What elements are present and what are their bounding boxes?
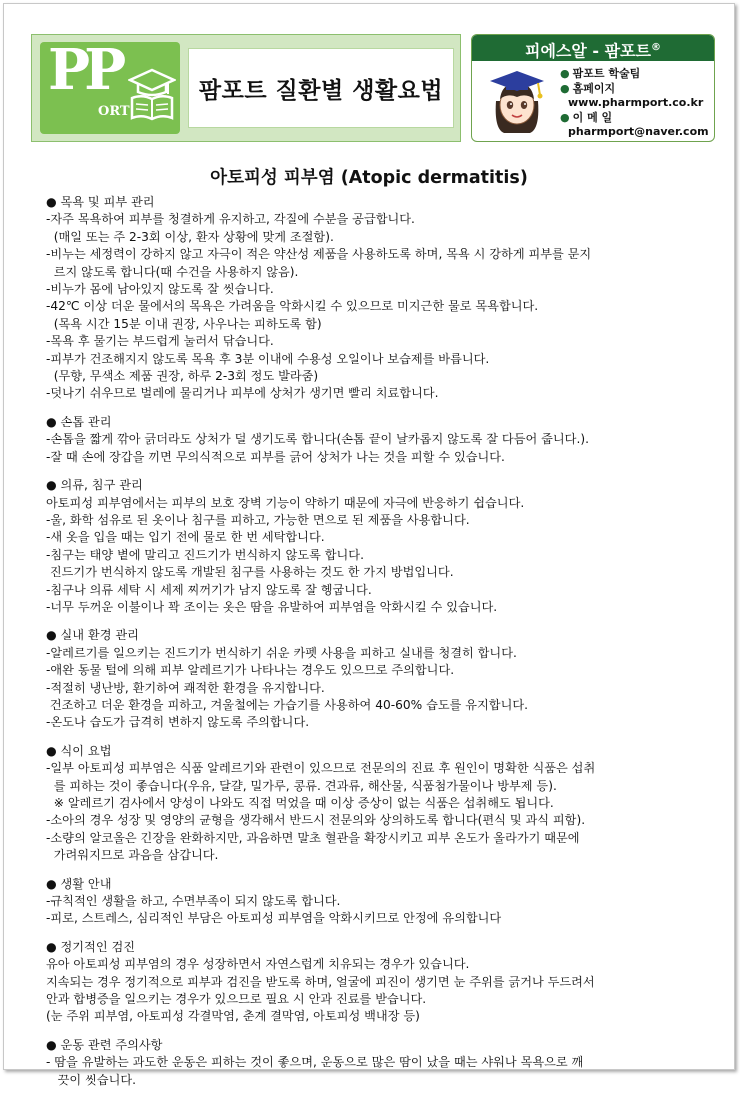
section-line: -42℃ 이상 더운 물에서의 목욕은 가려움을 악화시킬 수 있으므로 미지근한 물로 목욕합니다. xyxy=(46,299,539,314)
section-line: -너무 두꺼운 이불이나 꽉 조이는 옷은 땀을 유발하여 피부염을 악화시킬 수 있습니다. xyxy=(46,599,498,614)
section-line: -일부 아토피성 피부염은 식품 알레르기와 관련이 있으므로 전문의의 진료 후 원인이 명확한 식품은 섭취 xyxy=(46,761,596,776)
section-line: 르지 않도록 합니다(때 수건을 사용하지 않음). xyxy=(46,264,299,279)
document-title: 아토피성 피부염 (Atopic dermatitis) xyxy=(210,168,528,188)
section-line: -애완 동물 털에 의해 피부 알레르기가 나타나는 경우도 있으므로 주의합니다. xyxy=(46,663,455,678)
logo-letters: PP xyxy=(48,37,121,103)
section-line: (목욕 시간 15분 이내 권장, 사우나는 피하도록 함) xyxy=(46,316,322,331)
info-homepage: ● 홈페이지 xyxy=(560,81,616,95)
section xyxy=(46,414,718,466)
section-line: ※ 알레르기 검사에서 양성이 나와도 직접 먹었을 때 이상 증상이 없는 식품은 섭취해도 됩니다. xyxy=(46,796,554,810)
bullet-icon: ● xyxy=(560,81,570,95)
section-heading: ● 실내 환경 관리 xyxy=(46,628,139,643)
header-title: 팜포트 질환별 생활요법 xyxy=(198,77,444,104)
section-line: (무향, 무색소 제품 권장, 하루 2-3회 정도 발라줌) xyxy=(46,369,319,384)
header-banner xyxy=(31,34,461,142)
section xyxy=(46,1037,718,1089)
brand-mark: ® xyxy=(650,42,661,53)
section-line: 건조하고 더운 환경을 피하고, 겨울철에는 가습기를 사용하여 40-60% 습도를 유지합니다. xyxy=(46,697,528,712)
section-heading: ● 운동 관련 주의사항 xyxy=(46,1037,163,1052)
section-line: - 땀을 유발하는 과도한 운동은 피하는 것이 좋으며, 운동으로 많은 땀이 났을 때는 샤워나 목욕으로 깨 xyxy=(46,1055,584,1070)
section-line: 안과 합병증을 일으키는 경우가 있으므로 필요 시 안과 진료를 받습니다. xyxy=(46,992,427,1007)
section-line: -피부가 건조해지지 않도록 목욕 후 3분 이내에 수용성 오일이나 보습제를 바릅니다. xyxy=(46,351,490,366)
section-line: -잘 때 손에 장갑을 끼면 무의식적으로 피부를 긁어 상처가 나는 것을 피할 수 있습니다. xyxy=(46,449,505,464)
section-line: 아토피성 피부염에서는 피부의 보호 장벽 기능이 약하기 때문에 자극에 반응하기 쉽습니다. xyxy=(46,495,525,510)
section-line: 지속되는 경우 정기적으로 피부과 검진을 받도록 하며, 얼굴에 피진이 생기면 눈 주위를 긁거나 두드려서 xyxy=(46,974,595,989)
section-line: -침구는 태양 볕에 말리고 진드기가 번식하지 않도록 합니다. xyxy=(46,547,364,562)
section-line: -소량의 알코올은 긴장을 완화하지만, 과음하면 말초 혈관을 확장시키고 피부 온도가 올라가기 때문에 xyxy=(46,830,580,845)
graduation-book-icon xyxy=(128,68,176,122)
homepage-link[interactable]: www.pharmport.co.kr xyxy=(568,96,704,109)
section-line: -온도나 습도가 급격히 변하지 않도록 주의합니다. xyxy=(46,715,310,730)
contact-info xyxy=(560,67,709,140)
section-line: -적절히 냉난방, 환기하여 쾌적한 환경을 유지합니다. xyxy=(46,680,325,695)
email-link[interactable]: pharmport@naver.com xyxy=(568,125,709,138)
section-heading: ● 정기적인 검진 xyxy=(46,939,136,954)
section-heading: ● 목욕 및 피부 관리 xyxy=(46,195,155,209)
bullet-icon: ● xyxy=(560,67,570,80)
section xyxy=(46,939,718,1026)
section-line: 끗이 씻습니다. xyxy=(46,1072,137,1087)
section-heading: ● 생활 안내 xyxy=(46,876,112,891)
section xyxy=(46,743,718,865)
bullet-icon: ● xyxy=(560,110,570,124)
section-heading: ● 의류, 침구 관리 xyxy=(46,478,143,493)
document-body xyxy=(46,194,718,1100)
section-line: -규칙적인 생활을 하고, 수면부족이 되지 않도록 합니다. xyxy=(46,894,341,909)
pharmacist-avatar-icon xyxy=(482,67,552,137)
section-line: (눈 주위 피부염, 아토피성 각결막염, 춘계 결막염, 아토피성 백내장 등) xyxy=(46,1009,420,1024)
section-line: -자주 목욕하여 피부를 청결하게 유지하고, 각질에 수분을 공급합니다. xyxy=(46,212,415,227)
section-heading: ● 식이 요법 xyxy=(46,743,112,758)
section-line: -목욕 후 물기는 부드럽게 눌러서 닦습니다. xyxy=(46,334,274,349)
brand-bar xyxy=(472,35,714,61)
section-line: -울, 화학 섬유로 된 옷이나 침구를 피하고, 가능한 면으로 된 제품을 사용합니다. xyxy=(46,512,470,527)
section xyxy=(46,627,718,731)
section-line: -비누는 세정력이 강하지 않고 자극이 적은 약산성 제품을 사용하도록 하며, 목욕 시 강하게 피부를 문지 xyxy=(46,247,592,262)
pharmport-logo xyxy=(40,37,180,134)
section xyxy=(46,477,718,616)
section-line: 진드기가 번식하지 않도록 개발된 침구를 사용하는 것도 한 가지 방법입니다. xyxy=(46,565,454,580)
brand-name: 피에스알 - 팜포트 xyxy=(525,41,651,61)
logo-sub: ORT xyxy=(98,104,130,119)
section-line: 가려워지므로 과음을 삼갑니다. xyxy=(46,848,219,863)
header-title-box xyxy=(188,48,454,128)
section-line: (매일 또는 주 2-3회 이상, 환자 상황에 맞게 조절함). xyxy=(46,229,334,244)
section-line: -손톱을 짧게 깎아 긁더라도 상처가 덜 생기도록 합니다(손톱 끝이 날카롭지 않도록 잘 다듬어 줍니다.). xyxy=(46,432,589,447)
section-line: -덧나기 쉬우므로 벌레에 물리거나 피부에 상처가 생기면 빨리 치료합니다. xyxy=(46,386,439,401)
section-line: -소아의 경우 성장 및 영양의 균형을 생각해서 반드시 전문의와 상의하도록 합니다(편식 및 과식 피함). xyxy=(46,813,586,828)
document-page xyxy=(3,3,735,1087)
section-line: -비누가 몸에 남아있지 않도록 잘 씻습니다. xyxy=(46,282,274,297)
section-line: 를 피하는 것이 좋습니다(우유, 달걀, 밀가루, 콩류. 견과류, 해산물, 식품첨가물이나 방부제 등). xyxy=(46,778,557,793)
section-line: -피로, 스트레스, 심리적인 부담은 아토피성 피부염을 악화시키므로 안정에 유의합니다 xyxy=(46,911,502,926)
section-heading: ● 손톱 관리 xyxy=(46,414,112,429)
brand-card xyxy=(471,34,715,142)
section-line: -새 옷을 입을 때는 입기 전에 물로 한 번 세탁합니다. xyxy=(46,530,325,545)
section-line: -알레르기를 일으키는 진드기가 번식하기 쉬운 카펫 사용을 피하고 실내를 청결히 합니다. xyxy=(46,645,517,660)
section-line: -침구나 의류 세탁 시 세제 찌꺼기가 남지 않도록 잘 헹굽니다. xyxy=(46,582,372,597)
info-email: ● 이 메 일 xyxy=(560,110,613,124)
section-line: 유아 아토피성 피부염의 경우 성장하면서 자연스럽게 치유되는 경우가 있습니다. xyxy=(46,957,470,972)
section xyxy=(46,194,718,403)
section xyxy=(46,876,718,928)
info-team: ● 팜포트 학술팀 xyxy=(560,67,641,80)
